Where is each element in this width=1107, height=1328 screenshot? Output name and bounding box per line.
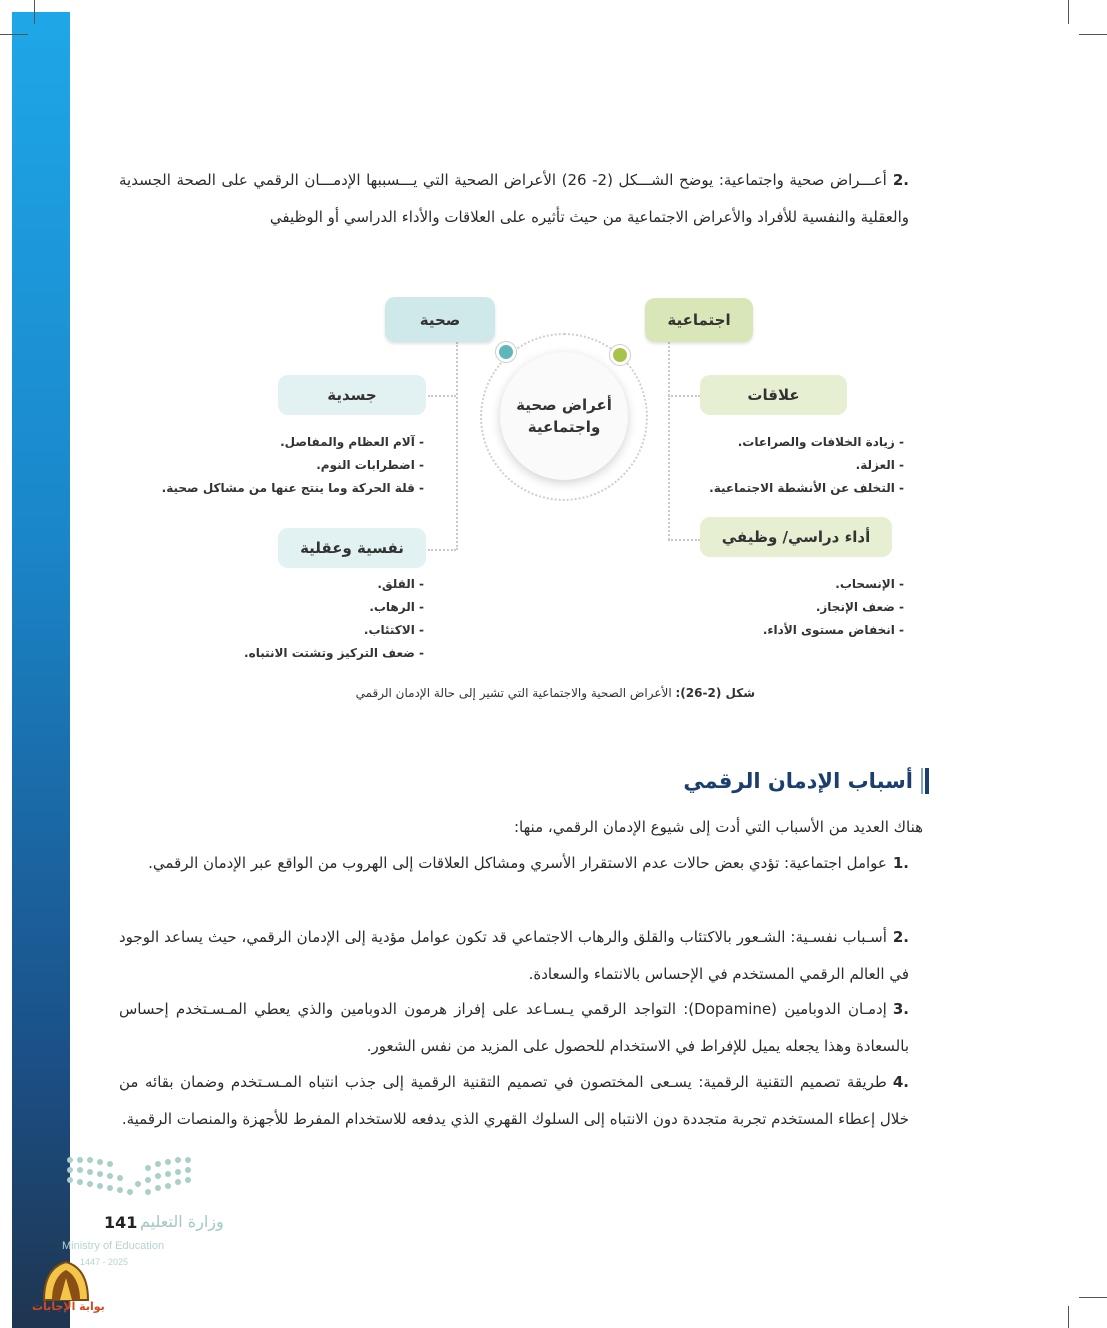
connector-line: [668, 539, 700, 541]
list-item: - ضعف التركيز وتشتت الانتباه.: [244, 646, 424, 660]
social-connector-line: [668, 342, 670, 540]
list-item: - العزلة.: [855, 458, 904, 472]
crop-mark: [0, 34, 28, 35]
item-text: طريقة تصميم التقنية الرقمية: يسـعى المختصون في تصميم التقنية الرقمية إلى جذب انتباه المـسـتخدم وضمان بقائه من خلال إعطاء المستخدم تجربة متجددة دون الانتباه إلى السلوك القهري الذي يدفعه للاستخدام المفرط للأجهزة والمنصات الرقمية.: [119, 1073, 909, 1128]
connector-line: [428, 395, 456, 397]
relations-heading: علاقات: [700, 375, 847, 415]
crop-mark: [1068, 1306, 1069, 1328]
item-text: أسـباب نفسـية: الشـعور بالاكتئاب والقلق والرهاب الاجتماعي قد تكون عوامل مؤدية إلى الإدمان الرقمي، حيث يساعد الوجود في العالم الرقمي المستخدم في الإحساس بالانتماء والسعادة.: [119, 928, 909, 983]
social-connector-dot: [610, 345, 630, 365]
list-item: - الاكتئاب.: [363, 623, 424, 637]
list-item: - الرهاب.: [369, 600, 424, 614]
caption-text: الأعراض الصحية والاجتماعية التي تشير إلى حالة الإدمان الرقمي: [355, 686, 676, 700]
list-item: - آلام العظام والمفاصل.: [280, 435, 424, 449]
crop-mark: [1079, 1297, 1107, 1298]
ministry-dots-icon: [62, 1154, 196, 1202]
portal-name: بوابة الإجابات: [32, 1300, 105, 1313]
list-item: - الإنسحاب.: [835, 577, 904, 591]
item-text: أعـــراض صحية واجتماعية: يوضح الشـــكل (2- 26) الأعراض الصحية التي يـــسببها الإدمـــان الرقمي على الصحة الجسدية والعقلية والنفسية للأفراد والأعراض الاجتماعية من حيث تأثيره على العلاقات والأداء الدراسي أو الوظيفي: [119, 171, 909, 226]
list-item: - قلة الحركة وما ينتج عنها من مشاكل صحية.: [161, 481, 424, 495]
item-number: .3: [892, 1000, 909, 1018]
performance-list: [763, 573, 904, 642]
performance-heading: أداء دراسي/ وظيفي: [700, 517, 892, 557]
item-text: عوامل اجتماعية: تؤدي بعض حالات عدم الاستقرار الأسري ومشاكل العلاقات إلى الهروب من الواقع عبر الإدمان الرقمي.: [148, 854, 887, 872]
page-number: 141: [104, 1213, 138, 1232]
crop-mark: [1068, 0, 1069, 24]
cause-item: [119, 845, 909, 882]
list-item: - التخلف عن الأنشطة الاجتماعية.: [709, 481, 904, 495]
relations-list: [709, 431, 904, 500]
list-item: - ضعف الإنجاز.: [815, 600, 904, 614]
caption-label: شكل (2-26):: [675, 686, 755, 700]
list-item: - اضطرابات النوم.: [316, 458, 424, 472]
health-connector-line: [456, 342, 458, 550]
ministry-year: 2025 - 1447: [80, 1257, 129, 1267]
side-color-bar: [12, 12, 70, 1328]
mental-heading: نفسية وعقلية: [278, 528, 426, 568]
cause-item: [119, 991, 909, 1065]
item-text: إدمـان الدوبامين (Dopamine): التواجد الرقمي يـسـاعد على إفراز هرمون الدوبامين والذي يعطي المـسـتخدم إحساس بالسعادة وهذا يجعله يميل للإفراط في الاستخدام للحصول على المزيد من نفس الشعور.: [119, 1000, 909, 1055]
ministry-name-en: Ministry of Education: [62, 1240, 165, 1252]
item-number: .2: [892, 928, 909, 946]
crop-mark: [34, 0, 35, 24]
cause-item: [119, 1064, 909, 1138]
item-number: .2: [892, 171, 909, 189]
item-number: .4: [892, 1073, 909, 1091]
section-intro: هناك العديد من الأسباب التي أدت إلى شيوع الإدمان الرقمي، منها:: [514, 818, 923, 836]
social-heading: اجتماعية: [645, 298, 753, 342]
list-item: - زيادة الخلافات والصراعات.: [737, 435, 904, 449]
crop-mark: [1079, 34, 1107, 35]
cause-item: [119, 919, 909, 993]
connector-line: [428, 549, 456, 551]
list-item: - القلق.: [377, 577, 424, 591]
intro-paragraph: [119, 162, 909, 236]
health-heading: صحية: [385, 297, 495, 342]
health-connector-dot: [496, 342, 516, 362]
section-title: أسباب الإدمان الرقمي: [683, 768, 929, 794]
figure-caption: [300, 686, 755, 700]
ministry-name-ar: وزارة التعليم: [140, 1212, 224, 1231]
center-circle: أعراض صحية واجتماعية: [500, 352, 628, 480]
physical-heading: جسدية: [278, 375, 426, 415]
physical-list: [162, 431, 424, 500]
connector-line: [668, 395, 700, 397]
list-item: - انخفاض مستوى الأداء.: [762, 623, 904, 637]
title-bar-icon: [921, 768, 929, 794]
item-number: .1: [892, 854, 909, 872]
mental-list: [244, 573, 424, 665]
